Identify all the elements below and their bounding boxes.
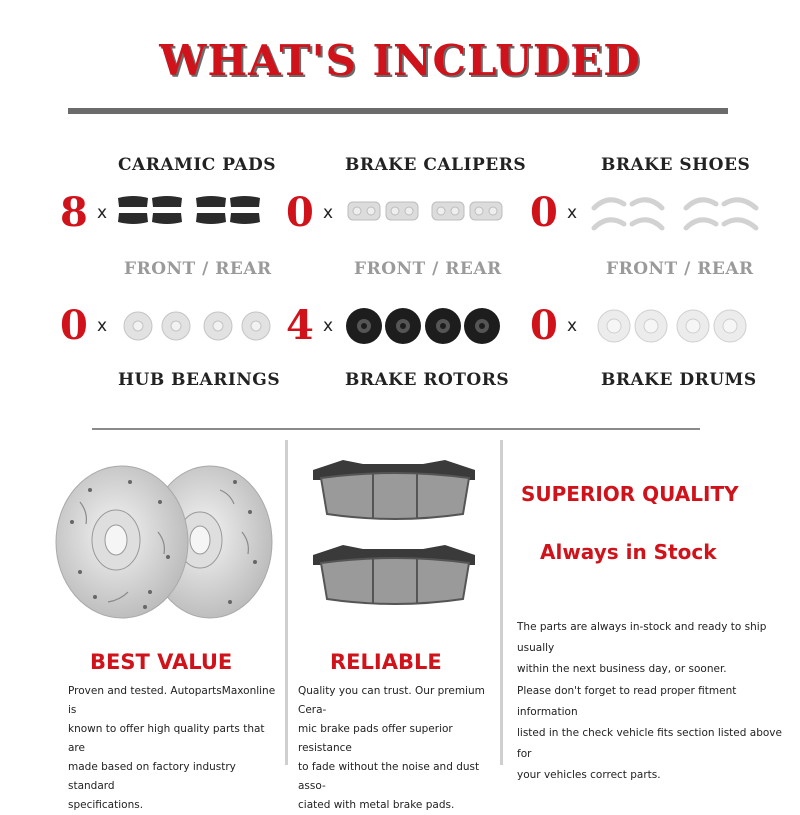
item-count-bearings: 0 [60, 302, 88, 349]
best-value-heading: BEST VALUE [90, 650, 233, 674]
reliable-heading: RELIABLE [330, 650, 442, 674]
times-sign: x [567, 316, 578, 336]
hub-bearing-icon [118, 306, 278, 346]
brake-shoe-icon [590, 192, 762, 232]
title-divider [68, 108, 728, 114]
times-sign: x [97, 203, 108, 223]
times-sign: x [323, 203, 334, 223]
times-sign: x [97, 316, 108, 336]
section-divider [92, 428, 700, 430]
fitment-text [517, 681, 787, 786]
stock-text [517, 617, 787, 680]
item-label-shoes: BRAKE SHOES [601, 155, 751, 175]
brake-rotor-icon [344, 305, 504, 347]
brake-pads-product-image [303, 450, 488, 624]
brake-drum-icon [596, 308, 752, 344]
panel-divider [500, 440, 503, 765]
text-line: specifications. [68, 799, 144, 811]
text-line: The parts are always in-stock and ready to ship usually [517, 621, 767, 654]
front-rear-label: FRONT / REAR [124, 259, 272, 279]
item-count-shoes: 0 [530, 189, 558, 236]
item-count-calipers: 0 [286, 189, 314, 236]
page-title: WHAT'S INCLUDED [159, 36, 641, 85]
text-line: known to offer high quality parts that are [68, 723, 265, 754]
text-line: mic brake pads offer superior resistance [298, 723, 453, 754]
text-line: within the next business day, or sooner. [517, 663, 727, 675]
best-value-text [68, 682, 283, 815]
item-count-drums: 0 [530, 302, 558, 349]
text-line: Proven and tested. AutopartsMaxonline is [68, 685, 276, 716]
rotor-product-image [50, 462, 280, 626]
item-count-pads: 8 [60, 189, 88, 236]
item-count-rotors: 4 [286, 302, 314, 349]
brake-pad-icon [116, 194, 264, 228]
text-line: Quality you can trust. Our premium Cera- [298, 685, 485, 716]
item-label-pads: CARAMIC PADS [118, 155, 277, 175]
item-label-drums: BRAKE DRUMS [601, 370, 757, 390]
always-in-stock-heading: Always in Stock [540, 540, 717, 564]
text-line: made based on factory industry standard [68, 761, 236, 792]
text-line: Please don't forget to read proper fitment information [517, 685, 737, 718]
item-label-bearings: HUB BEARINGS [118, 370, 281, 390]
text-line: to fade without the noise and dust asso- [298, 761, 480, 792]
item-label-calipers: BRAKE CALIPERS [345, 155, 527, 175]
text-line: listed in the check vehicle fits section listed above for [517, 727, 782, 760]
front-rear-label: FRONT / REAR [354, 259, 502, 279]
text-line: your vehicles correct parts. [517, 769, 661, 781]
superior-quality-heading: SUPERIOR QUALITY [521, 482, 739, 506]
text-line: ciated with metal brake pads. [298, 799, 455, 811]
reliable-text [298, 682, 498, 815]
panel-divider [285, 440, 288, 765]
brake-caliper-icon [346, 196, 506, 226]
front-rear-label: FRONT / REAR [606, 259, 754, 279]
item-label-rotors: BRAKE ROTORS [345, 370, 510, 390]
times-sign: x [323, 316, 334, 336]
times-sign: x [567, 203, 578, 223]
